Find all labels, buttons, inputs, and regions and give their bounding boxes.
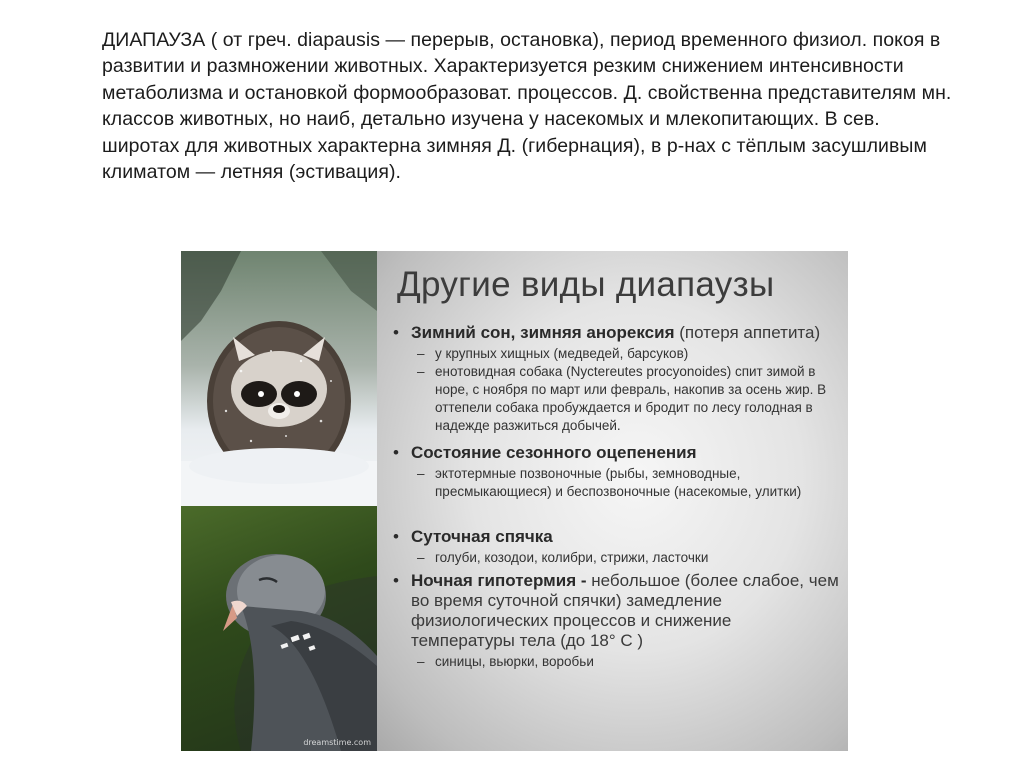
- point-seasonal-torpor: [389, 443, 839, 501]
- sub-item: – эктотермные позвоночные (рыбы, земноводные, пресмыкающиеся) и беспозвоночные (насекомые, улитки): [411, 465, 839, 501]
- point-text: небольшое (более слабое, чем во время суточной спячки) замедление физиологических процессов и снижение температуры тела (до 18° С ): [411, 571, 839, 650]
- point-daily-torpor: [389, 527, 839, 567]
- diapause-types-list: [389, 323, 839, 671]
- pigeon-illustration: [181, 506, 377, 751]
- sub-list: [411, 653, 839, 671]
- raccoon-illustration: [181, 251, 377, 506]
- point-heading: Зимний сон, зимняя анорексия: [411, 323, 675, 342]
- point-heading: Состояние сезонного оцепенения: [411, 443, 697, 462]
- sub-item: – синицы, вьюрки, воробьи: [411, 653, 839, 671]
- intro-paragraph: ДИАПАУЗА ( от греч. diapausis — перерыв, остановка), период временного физиол. покоя в развитии и размножении животных. Характеризуется резким снижением интенсивности метаболизма и остановкой формообразоват. процессов. Д. свойственна представителям мн. классов животных, но наиб, детально изучена у насекомых и млекопитающих. В сев. широтах для животных характерна зимняя Д. (гибернация), в р-нах с тёплым засушливым климатом — летняя (эстивация).: [102, 29, 952, 184]
- slide-text-panel: [377, 251, 848, 751]
- sub-item: – голуби, козодои, колибри, стрижи, ласточки: [411, 549, 839, 567]
- sub-list: [411, 465, 839, 501]
- pigeon-photo: [181, 506, 377, 751]
- slide-image: [181, 251, 848, 751]
- raccoon-photo: [181, 251, 377, 506]
- watermark-text: dreamstime.com: [303, 738, 371, 747]
- point-winter-sleep: [389, 323, 839, 435]
- sub-list: [411, 549, 839, 567]
- slide-title: Другие виды диапаузы: [397, 265, 775, 304]
- point-heading: Ночная гипотермия -: [411, 571, 587, 590]
- sub-list: [411, 345, 839, 435]
- point-heading: Суточная спячка: [411, 527, 553, 546]
- sub-item: – енотовидная собака (Nyctereutes procyonoides) спит зимой в норе, с ноября по март или февраль, накопив за осень жир. В оттепели собака пробуждается и бродит по лесу голодная в надежде разжиться добычей.: [411, 363, 839, 435]
- point-text: (потеря аппетита): [674, 323, 821, 342]
- point-night-hypothermia: [389, 571, 839, 671]
- sub-item: – у крупных хищных (медведей, барсуков): [411, 345, 839, 363]
